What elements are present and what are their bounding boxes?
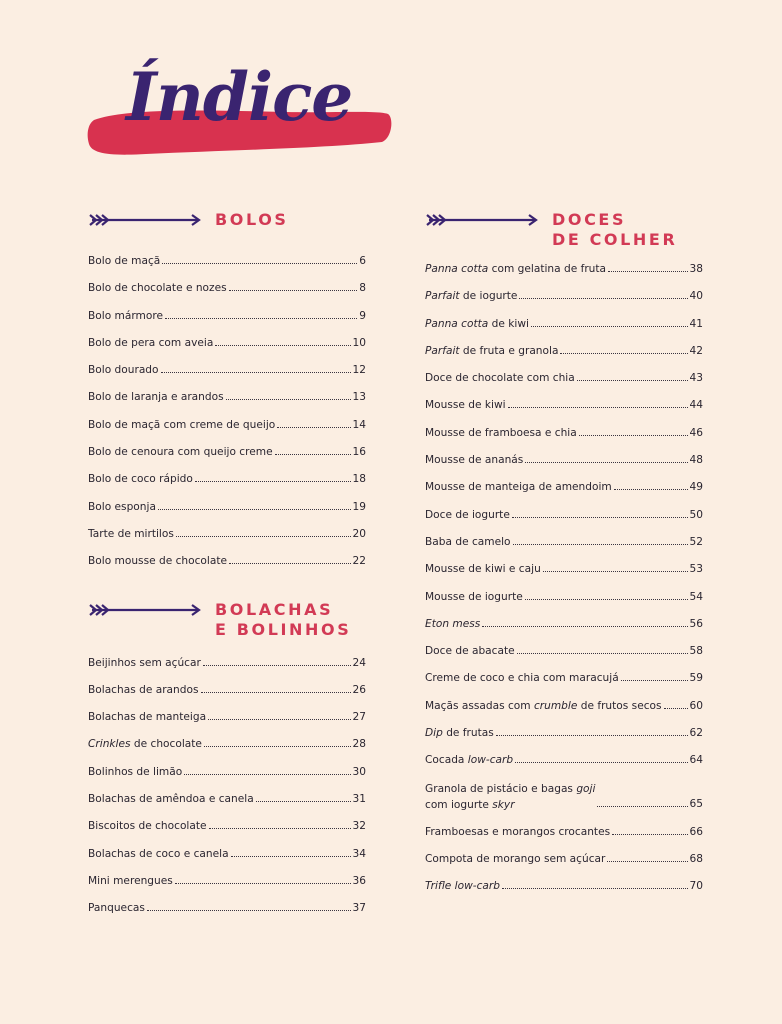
entry-title-text: Mousse de manteiga de amendoim [425, 481, 612, 494]
page-number: 59 [689, 672, 703, 685]
dot-leader [195, 472, 351, 482]
arrow-icon [88, 602, 203, 618]
entry-title [425, 671, 619, 685]
dot-leader [607, 852, 687, 862]
toc-entry [88, 554, 366, 581]
dot-leader [579, 426, 688, 436]
dot-leader [175, 874, 351, 884]
page-number: 62 [689, 727, 703, 740]
entry-title [425, 289, 517, 303]
entry-title [425, 480, 612, 494]
dot-leader [208, 710, 350, 720]
page-number: 46 [689, 426, 703, 439]
section-heading: BOLACHAS E BOLINHOS [215, 599, 352, 639]
toc-entry [425, 753, 703, 780]
entry-title-text: Beijinhos sem açúcar [88, 656, 201, 669]
dot-leader [515, 753, 687, 763]
page-number: 6 [359, 255, 366, 267]
page-number: 27 [352, 711, 366, 724]
entry-title-italic: Dip [425, 727, 443, 740]
entry-title [88, 363, 159, 377]
page-number: 70 [689, 880, 703, 893]
page-number: 60 [689, 699, 703, 712]
page-number: 37 [352, 902, 366, 915]
dot-leader [158, 500, 351, 510]
toc-entry [88, 656, 366, 683]
toc-list-bolos [88, 254, 366, 582]
dot-leader [215, 336, 350, 346]
entry-title-text: Bolo mousse de chocolate [88, 555, 228, 568]
entry-title [425, 879, 500, 893]
toc-entry [88, 336, 366, 363]
dot-leader [229, 281, 358, 291]
page-number: 53 [689, 563, 703, 576]
dot-leader [165, 309, 357, 319]
entry-title-text: de chocolate [130, 738, 202, 751]
entry-title-italic: skyr [492, 798, 515, 811]
entry-title-text: Doce de chocolate com chia [425, 372, 575, 385]
page-number: 22 [352, 555, 366, 568]
toc-entry [88, 737, 366, 764]
page-number: 28 [352, 738, 366, 751]
toc-entry [88, 874, 366, 901]
toc-entry [88, 363, 366, 390]
dot-leader [597, 797, 687, 807]
toc-entry [425, 398, 703, 425]
dot-leader [203, 656, 351, 666]
dot-leader [277, 418, 350, 428]
page-number: 14 [352, 418, 366, 431]
entry-title [425, 726, 494, 740]
entry-title-text: Maçãs assadas com [425, 699, 534, 712]
entry-title-text: Bolo dourado [88, 364, 159, 377]
entry-title [88, 418, 275, 432]
entry-title-text: Bolo de pera com aveia [88, 336, 214, 349]
arrow-icon [425, 212, 540, 228]
entry-title-text: Panquecas [88, 902, 145, 915]
entry-title [425, 590, 523, 604]
page-number: 24 [352, 656, 366, 669]
entry-title-text: de kiwi [488, 317, 529, 330]
entry-title-italic: Parfait [425, 290, 460, 303]
entry-title [88, 254, 160, 268]
entry-title-text: Bolo de maçã [88, 255, 161, 267]
entry-title-italic: goji [576, 782, 596, 795]
entry-title [88, 527, 174, 541]
dot-leader [231, 847, 351, 857]
entry-title [425, 562, 541, 576]
entry-title [425, 508, 510, 522]
toc-entry [425, 480, 703, 507]
entry-title-text: Compota de morango sem açúcar [425, 852, 606, 865]
entry-title [425, 781, 595, 813]
entry-title-text: de frutas [442, 727, 494, 740]
entry-title-text: Bolo de coco rápido [88, 473, 193, 486]
entry-title [88, 500, 156, 514]
entry-title-text: Mini merengues [88, 874, 173, 887]
entry-title [88, 683, 199, 697]
section-header-bolachas [88, 600, 366, 656]
dot-leader [621, 671, 688, 681]
dot-leader [608, 262, 687, 272]
entry-title [88, 710, 206, 724]
entry-title-text: Mousse de iogurte [425, 590, 523, 603]
page-number: 18 [352, 473, 366, 486]
toc-entry [88, 683, 366, 710]
entry-title-text: Bolo de cenoura com queijo creme [88, 446, 273, 459]
page-number: 36 [352, 874, 366, 887]
dot-leader [517, 644, 688, 654]
toc-entry [88, 472, 366, 499]
entry-title-text: Mousse de ananás [425, 454, 524, 467]
entry-title [425, 644, 515, 658]
toc-entry [425, 644, 703, 671]
page-number: 13 [352, 391, 366, 404]
entry-title [88, 472, 193, 486]
page-number: 65 [689, 797, 703, 810]
dot-leader [161, 363, 351, 373]
page-number: 20 [352, 527, 366, 540]
toc-entry [88, 309, 366, 336]
entry-title-text: Doce de abacate [425, 645, 515, 658]
toc-entry [88, 281, 366, 308]
entry-title [88, 737, 202, 751]
toc-entry [425, 617, 703, 644]
entry-title-text: Doce de iogurte [425, 508, 510, 521]
entry-title-text: com iogurte [425, 798, 493, 811]
entry-title-italic: Eton mess [425, 617, 481, 630]
page-number: 48 [689, 454, 703, 467]
toc-list-doces [425, 262, 703, 907]
page-number: 43 [689, 372, 703, 385]
entry-title-text: de iogurte [459, 290, 518, 303]
toc-entry [88, 710, 366, 737]
entry-title [88, 445, 273, 459]
entry-title-text: Bolo de maçã com creme de queijo [88, 418, 276, 431]
dot-leader [229, 554, 350, 564]
dot-leader [275, 445, 351, 455]
toc-entry [425, 317, 703, 344]
dot-leader [482, 617, 687, 627]
entry-title-text: Creme de coco e chia com maracujá [425, 672, 619, 685]
toc-entry [88, 418, 366, 445]
toc-entry [425, 562, 703, 589]
entry-title [425, 317, 529, 331]
entry-title-text: Bolachas de manteiga [88, 711, 207, 724]
dot-leader [508, 398, 688, 408]
page-number: 26 [352, 683, 366, 696]
toc-entry [88, 765, 366, 792]
toc-entry [425, 781, 703, 825]
entry-title [88, 281, 227, 295]
entry-title [88, 309, 163, 323]
page-number: 58 [689, 645, 703, 658]
entry-title-text: com gelatina de fruta [488, 263, 607, 275]
entry-title-italic: crumble [533, 699, 578, 712]
page-number: 41 [689, 317, 703, 330]
entry-title-italic: Panna cotta [425, 317, 489, 330]
page-number: 16 [352, 446, 366, 459]
dot-leader [577, 371, 688, 381]
entry-title-italic: Panna cotta [425, 263, 489, 275]
entry-title [425, 825, 610, 839]
dot-leader [512, 508, 688, 518]
section-header-bolos [88, 210, 366, 254]
entry-title [88, 874, 173, 888]
toc-entry [425, 289, 703, 316]
toc-entry [425, 426, 703, 453]
page-title: Índice [126, 58, 353, 136]
entry-title [88, 390, 224, 404]
page-number: 12 [352, 364, 366, 377]
page-number: 34 [352, 847, 366, 860]
entry-title-text: Granola de pistácio e bagas [425, 782, 577, 795]
page-number: 56 [689, 617, 703, 630]
dot-leader [201, 683, 351, 693]
page-number: 32 [352, 820, 366, 833]
entry-title [88, 336, 213, 350]
dot-leader [226, 390, 351, 400]
dot-leader [162, 254, 357, 264]
page-number: 31 [352, 793, 366, 806]
dot-leader [496, 726, 688, 736]
entry-title [425, 262, 606, 276]
page-number: 38 [689, 263, 703, 275]
entry-title-text: Bolachas de coco e canela [88, 847, 229, 860]
page-number: 9 [359, 309, 366, 322]
entry-title-text: Cocada [425, 754, 468, 767]
entry-title-text: Mousse de kiwi e caju [425, 563, 541, 576]
page-number: 30 [352, 765, 366, 778]
entry-title-italic: Trifle low-carb [425, 880, 500, 893]
toc-list-bolachas [88, 656, 366, 929]
dot-leader [502, 879, 688, 889]
page-number: 68 [689, 852, 703, 865]
toc-entry [88, 792, 366, 819]
entry-title-italic: low-carb [467, 754, 514, 767]
entry-title-text: Bolo esponja [88, 500, 156, 513]
toc-entry [88, 254, 366, 281]
entry-title-italic: Crinkles [88, 738, 131, 751]
toc-entry [425, 726, 703, 753]
entry-title-text: Bolo mármore [88, 309, 163, 322]
entry-title-text: Bolinhos de limão [88, 765, 183, 778]
toc-entry [425, 371, 703, 398]
entry-title-text: Baba de camelo [425, 535, 511, 548]
arrow-icon [88, 212, 203, 228]
entry-title [88, 901, 145, 915]
dot-leader [614, 480, 688, 490]
toc-entry [88, 901, 366, 928]
page-number: 49 [689, 481, 703, 494]
toc-entry [425, 508, 703, 535]
entry-title [88, 554, 227, 568]
page-number: 42 [689, 344, 703, 357]
entry-title-text: Bolachas de amêndoa e canela [88, 793, 254, 806]
entry-title [425, 852, 605, 866]
toc-entry [425, 590, 703, 617]
dot-leader [525, 453, 687, 463]
entry-title-text: Mousse de kiwi [425, 399, 506, 412]
toc-entry [88, 390, 366, 417]
toc-entry [425, 671, 703, 698]
page-number: 54 [689, 590, 703, 603]
dot-leader [513, 535, 688, 545]
toc-entry [425, 699, 703, 726]
toc-entry [425, 879, 703, 906]
dot-leader [256, 792, 351, 802]
entry-title-text: Bolachas de arandos [88, 683, 199, 696]
section-heading: BOLOS [215, 210, 289, 229]
entry-title-italic: Parfait [425, 344, 460, 357]
page-number: 8 [359, 282, 366, 295]
page-number: 44 [689, 399, 703, 412]
page-title-banner [86, 58, 396, 168]
dot-leader [525, 590, 688, 600]
entry-title-text: Biscoitos de chocolate [88, 820, 207, 833]
left-column [88, 210, 366, 929]
toc-entry [425, 262, 703, 289]
page-number: 50 [689, 508, 703, 521]
page-number: 10 [352, 336, 366, 349]
section-header-doces [425, 210, 703, 262]
entry-title-text: Bolo de laranja e arandos [88, 391, 224, 404]
entry-title-text: Mousse de framboesa e chia [425, 426, 577, 439]
dot-leader [531, 317, 688, 327]
toc-entry [425, 825, 703, 852]
entry-title [88, 765, 182, 779]
entry-title [425, 535, 511, 549]
entry-title-text: Bolo de chocolate e nozes [88, 282, 227, 295]
dot-leader [543, 562, 688, 572]
dot-leader [147, 901, 351, 911]
toc-entry [88, 527, 366, 554]
dot-leader [612, 825, 687, 835]
entry-title-text: Tarte de mirtilos [88, 527, 174, 540]
toc-entry [88, 445, 366, 472]
toc-entry [425, 535, 703, 562]
entry-title-text: de frutos secos [577, 699, 662, 712]
toc-entry [425, 453, 703, 480]
toc-entry [88, 819, 366, 846]
entry-title [425, 699, 662, 713]
dot-leader [519, 289, 687, 299]
entry-title [425, 453, 523, 467]
toc-entry [425, 344, 703, 371]
page-number: 40 [689, 290, 703, 303]
dot-leader [176, 527, 351, 537]
dot-leader [184, 765, 350, 775]
entry-title [425, 344, 558, 358]
entry-title [88, 656, 201, 670]
entry-title [88, 847, 229, 861]
toc-entry [88, 847, 366, 874]
page-number: 19 [352, 500, 366, 513]
section-heading: DOCES DE COLHER [552, 210, 678, 249]
entry-title [425, 753, 513, 767]
page-number: 66 [689, 825, 703, 838]
toc-entry [425, 852, 703, 879]
toc-entry [88, 500, 366, 527]
entry-title [425, 426, 577, 440]
dot-leader [204, 737, 351, 747]
page-number: 64 [689, 754, 703, 767]
dot-leader [664, 699, 688, 709]
right-column [425, 210, 703, 907]
entry-title [88, 819, 207, 833]
dot-leader [560, 344, 687, 354]
dot-leader [209, 819, 351, 829]
entry-title-text: Framboesas e morangos crocantes [425, 825, 611, 838]
page-number: 52 [689, 535, 703, 548]
entry-title [88, 792, 254, 806]
entry-title [425, 617, 480, 631]
entry-title [425, 398, 506, 412]
entry-title [425, 371, 575, 385]
entry-title-text: de fruta e granola [459, 344, 559, 357]
